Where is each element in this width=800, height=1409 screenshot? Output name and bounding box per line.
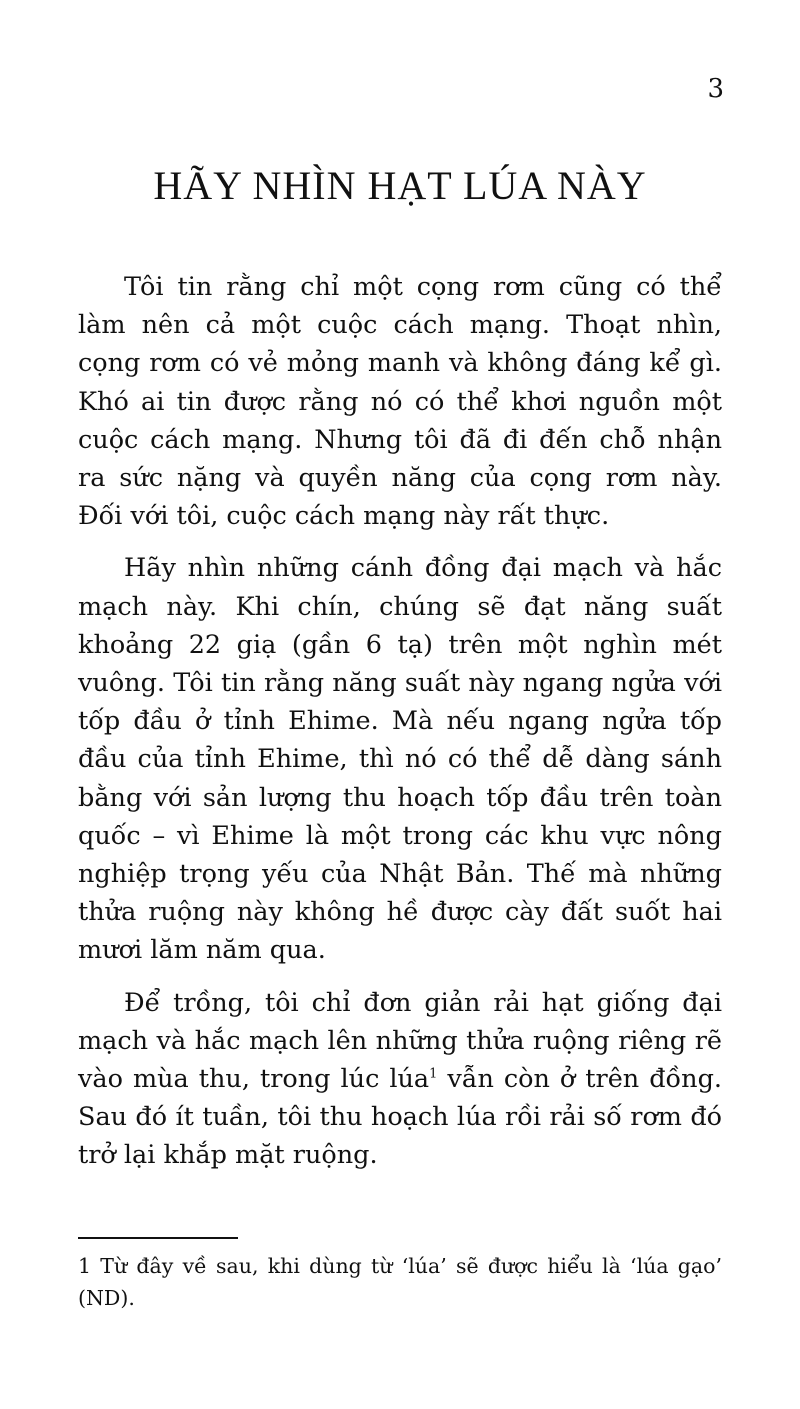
footnote-marker: 1 xyxy=(429,1066,438,1082)
paragraph-3-text-after: vẫn còn ở trên đồng. Sau đó ít tuần, tôi thu hoạch lúa rồi rải số rơm đó trở lại khắp mặt ruộng. xyxy=(78,1064,722,1171)
paragraph-2: Hãy nhìn những cánh đồng đại mạch và hắc mạch này. Khi chín, chúng sẽ đạt năng suất khoảng 22 giạ (gần 6 tạ) trên một nghìn mét vuông. Tôi tin rằng năng suất này ngang ngửa với tốp đầu ở tỉnh Ehime. Mà nếu ngang ngửa tốp đầu của tỉnh Ehime, thì nó có thể dễ dàng sánh bằng với sản lượng thu hoạch tốp đầu trên toàn quốc – vì Ehime là một trong các khu vực nông nghiệp trọng yếu của Nhật Bản. Thế mà những thửa ruộng này không hề được cày đất suốt hai mươi lăm năm qua. xyxy=(78,553,722,966)
body-text xyxy=(78,268,722,1189)
footnote: 1 Từ đây về sau, khi dùng từ ‘lúa’ sẽ được hiểu là ‘lúa gạo’ (ND). xyxy=(78,1254,722,1310)
paragraph-3 xyxy=(78,984,722,1175)
paragraph-3-text-before: Để trồng, tôi chỉ đơn giản rải hạt giống đại mạch và hắc mạch lên những thửa ruộng riêng rẽ vào mùa thu, trong lúc lúa xyxy=(78,987,722,1095)
footnote-divider xyxy=(78,1237,238,1239)
page-number: 3 xyxy=(707,74,724,104)
paragraph-1: Tôi tin rằng chỉ một cọng rơm cũng có thể làm nên cả một cuộc cách mạng. Thoạt nhìn, cọng rơm có vẻ mỏng manh và không đáng kể gì. Khó ai tin được rằng nó có thể khơi nguồn một cuộc cách mạng. Nhưng tôi đã đi đến chỗ nhận ra sức nặng và quyền năng của cọng rơm này. Đối với tôi, cuộc cách mạng này rất thực. xyxy=(78,272,722,532)
chapter-title: HÃY NHÌN HẠT LÚA NÀY xyxy=(153,163,647,208)
